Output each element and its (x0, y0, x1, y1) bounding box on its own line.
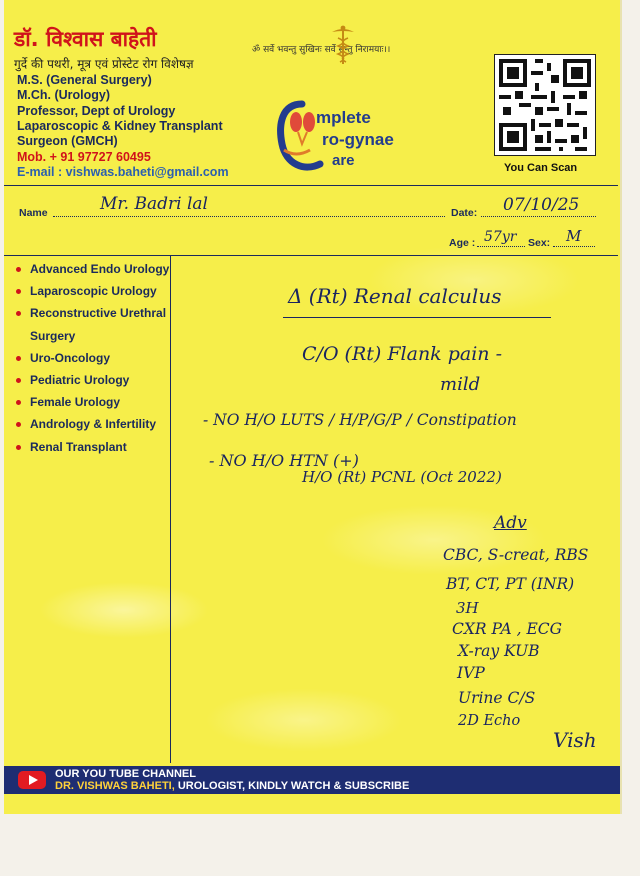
doctor-name-hindi: डॉ. विश्वास बाहेती (14, 27, 157, 51)
qr-caption: You Can Scan (504, 162, 578, 174)
play-icon (29, 775, 38, 785)
credential-laparoscopic: Laparoscopic & Kidney Transplant (17, 119, 223, 133)
service-pediatric-urology: Pediatric Urology (30, 373, 130, 387)
complaint-line-1: C/O (Rt) Flank pain - (302, 343, 503, 365)
test-cxr-ecg: CXR PA , ECG (452, 620, 563, 638)
service-bullet (16, 267, 21, 272)
caduceus-icon (330, 24, 356, 66)
name-dotted-line (53, 216, 445, 217)
test-3h: 3H (456, 599, 479, 617)
sex-dotted-line (553, 246, 595, 247)
service-reconstructive-urethral: Reconstructive Urethral (30, 306, 167, 320)
date-dotted-line (481, 216, 596, 217)
sex-value[interactable]: M (566, 227, 582, 245)
test-ivp: IVP (457, 664, 485, 682)
service-bullet (16, 445, 21, 450)
channel-subscribe-text: UROLOGIST, KINDLY WATCH & SUBSCRIBE (174, 780, 410, 792)
name-label: Name (19, 207, 48, 219)
service-bullet (16, 311, 21, 316)
test-urine-cs: Urine C/S (458, 689, 536, 707)
age-value[interactable]: 57yr (484, 229, 517, 245)
date-label: Date: (451, 207, 478, 219)
credential-surgeon: Surgeon (GMCH) (17, 134, 118, 148)
service-bullet (16, 356, 21, 361)
test-bt-ct-pt: BT, CT, PT (INR) (446, 575, 575, 593)
history-line-3: H/O (Rt) PCNL (Oct 2022) (302, 468, 502, 486)
credential-ms: M.S. (General Surgery) (17, 73, 152, 87)
patient-divider (4, 255, 618, 256)
patient-name[interactable]: Mr. Badri lal (100, 194, 208, 214)
channel-doctor-name: DR. VISHWAS BAHETI, (55, 780, 175, 792)
diagnosis: Δ (Rt) Renal calculus (288, 284, 502, 308)
test-2d-echo: 2D Echo (458, 713, 521, 729)
youtube-channel-subtext (55, 780, 409, 792)
advice-heading: Adv (494, 513, 527, 533)
sidebar-divider (170, 255, 171, 763)
logo-text-line1: mplete (316, 108, 371, 127)
qr-code[interactable] (494, 54, 596, 156)
sex-label: Sex: (528, 237, 551, 249)
header-divider (4, 185, 618, 186)
test-cbc: CBC, S-creat, RBS (443, 546, 589, 564)
logo-text-line3: are (332, 152, 355, 169)
service-bullet (16, 289, 21, 294)
service-bullet (16, 422, 21, 427)
mobile-number: Mob. + 91 97727 60495 (17, 150, 151, 164)
diagnosis-underline (283, 317, 551, 318)
history-line-1: - NO H/O LUTS / H/P/G/P / Constipation (203, 411, 517, 429)
service-bullet (16, 400, 21, 405)
service-renal-transplant: Renal Transplant (30, 440, 127, 454)
service-uro-oncology: Uro-Oncology (30, 351, 110, 365)
credential-professor: Professor, Dept of Urology (17, 104, 176, 118)
service-bullet (16, 378, 21, 383)
credential-mch: M.Ch. (Urology) (17, 88, 111, 102)
date-value[interactable]: 07/10/25 (503, 195, 580, 215)
history-line-2: - NO H/O HTN (+) (209, 451, 359, 470)
complaint-line-2: mild (440, 374, 481, 395)
service-surgery: Surgery (30, 329, 76, 343)
service-female-urology: Female Urology (30, 395, 121, 409)
mantra-text: ॐ सर्वे भवन्तु सुखिनः सर्वे सन्तु निरामयाः।। (252, 45, 391, 55)
test-xray-kub: X-ray KUB (458, 642, 540, 660)
email-address: E-mail : vishwas.baheti@gmail.com (17, 165, 229, 179)
age-dotted-line (477, 246, 525, 247)
service-andrology-infertility: Andrology & Infertility (30, 417, 156, 431)
specialty-hindi: गुर्दे की पथरी, मूत्र एवं प्रोस्टेट रोग विशेषज्ञ (14, 57, 194, 71)
service-laparoscopic-urology: Laparoscopic Urology (30, 284, 157, 298)
age-label: Age : (449, 237, 476, 249)
doctor-signature: Vish (553, 728, 597, 752)
service-advanced-endo-urology: Advanced Endo Urology (30, 262, 170, 276)
youtube-channel-heading: OUR YOU TUBE CHANNEL (55, 768, 196, 780)
logo-text-line2: ro-gynae (322, 130, 394, 149)
